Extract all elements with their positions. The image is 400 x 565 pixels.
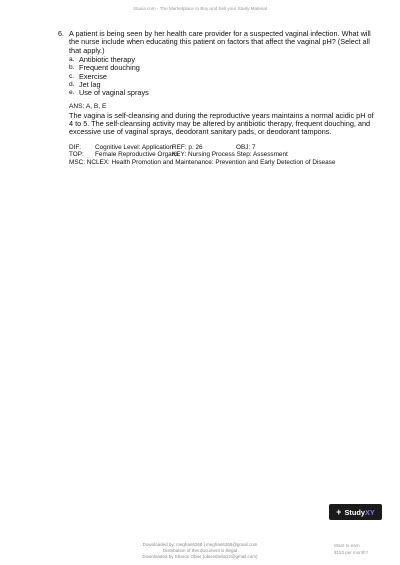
earn-promo-line1[interactable]: Want to earn: [334, 543, 360, 548]
rationale: The vagina is self-cleansing and during the reproductive years maintains a normal acidic pH of 4 to 5. The self-cleansing activity may be altered by antibiotic therapy, frequent douching, and excessive use of vaginal sprays, deodorant sanitary pads, or deodorant tampons.: [69, 110, 374, 137]
logo-text-main: Study: [344, 507, 365, 517]
option-letter: c.: [69, 72, 75, 80]
top-value: Female Reproductive Organs: [95, 151, 179, 159]
footer-downloaded-by-2: Downloaded by Sharon Obier (obiersheila22@gmail.com): [142, 554, 258, 559]
plus-icon: +: [336, 506, 342, 517]
studyxy-logo[interactable]: [329, 504, 382, 520]
meta-row-1: [69, 144, 376, 152]
answer-options: [69, 56, 376, 97]
meta-row-3: [69, 159, 376, 167]
option-letter: e.: [69, 89, 75, 97]
top-label: TOP:: [69, 151, 84, 159]
answer-block: [69, 103, 376, 137]
question-block: [58, 30, 376, 167]
answer-key: ANS: A, B, E: [69, 103, 107, 111]
earn-promo[interactable]: [334, 542, 394, 556]
option-e: [69, 89, 376, 97]
option-letter: a.: [69, 56, 75, 64]
question-metadata: [69, 144, 376, 167]
dif-label: DIF:: [69, 143, 82, 151]
dif-value: Cognitive Level: Application: [95, 143, 174, 151]
download-footer: [110, 542, 290, 560]
question-stem: A patient is being seen by her health care provider for a suspected vaginal infection. What will the nurse include when educating this patient on factors that affect the vaginal pH? (Select all that apply.): [69, 29, 371, 55]
earn-promo-line2[interactable]: $153 per month?: [334, 550, 369, 555]
key-value: KEY: Nursing Process Step: Assessment: [172, 151, 288, 159]
option-c: [69, 73, 376, 81]
question-number: 6.: [58, 29, 65, 38]
footer-downloaded-by: Downloaded by: meghan6268 | meghan6268@gmail.com: [142, 542, 258, 547]
option-letter: d.: [69, 80, 75, 88]
meta-row-2: [69, 151, 376, 159]
msc-value: MSC: NCLEX: Health Promotion and Maintenance: Prevention and Early Detection of Disease: [69, 159, 336, 167]
obj-value: OBJ: 7: [236, 143, 256, 151]
option-letter: b.: [69, 64, 75, 72]
option-text: Jet lag: [79, 79, 101, 89]
option-b: [69, 64, 376, 72]
logo-text-accent: XY: [364, 507, 375, 517]
site-banner[interactable]: Stuvia.com - The Marketplace to Buy and Sell your Study Material: [133, 6, 267, 11]
option-text: Use of vaginal sprays: [79, 88, 149, 98]
ref-value: REF: p. 26: [172, 143, 203, 151]
option-text: Exercise: [79, 71, 107, 81]
option-text: Antibiotic therapy: [79, 55, 135, 65]
option-text: Frequent douching: [79, 63, 140, 73]
footer-distribution-notice: Distribution of this document is illegal: [162, 548, 238, 553]
